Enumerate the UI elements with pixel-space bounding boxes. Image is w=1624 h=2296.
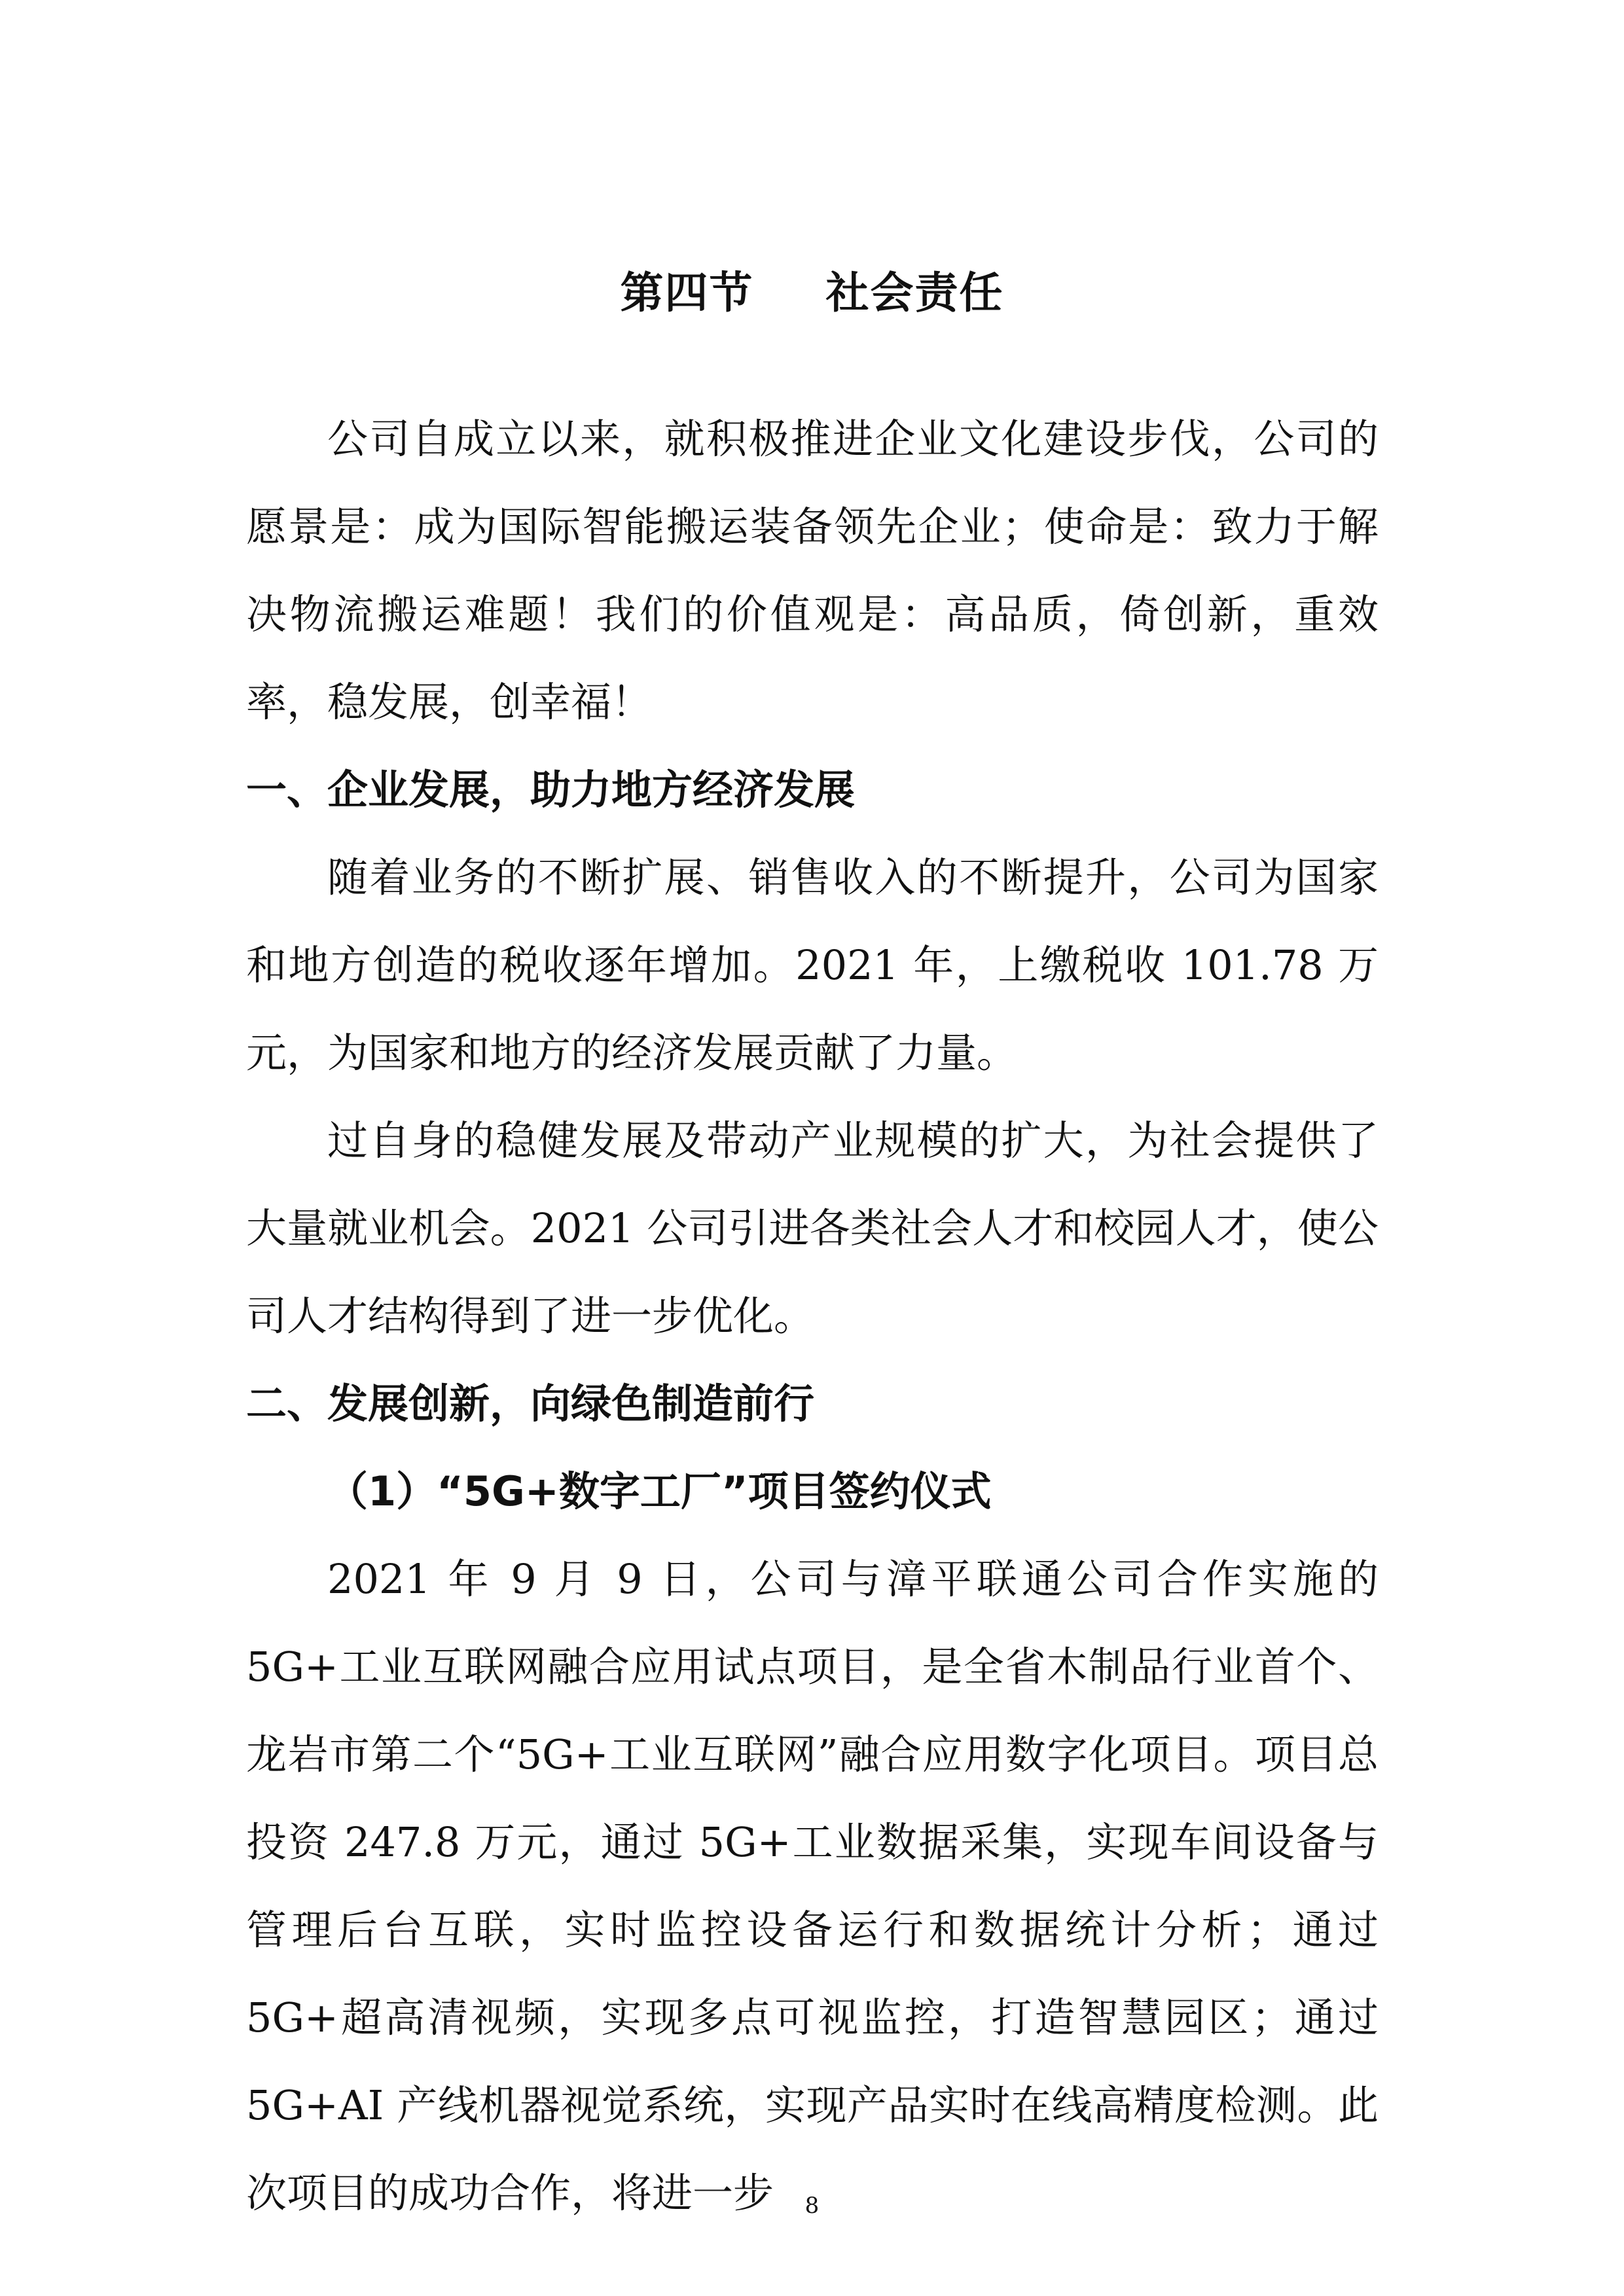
- document-body: [246, 395, 1379, 2237]
- title-section-name: 社会责任: [825, 268, 1004, 318]
- title-section-number: 第四节: [620, 268, 754, 318]
- page-title: [0, 262, 1624, 325]
- section-heading-1: 一、企业发展，助力地方经济发展: [246, 766, 856, 814]
- section1-paragraph: 随着业务的不断扩展、销售收入的不断提升，公司为国家和地方创造的税收逐年增加。2021 年，上缴税收 101.78 万元，为国家和地方的经济发展贡献了力量。: [246, 853, 1379, 1077]
- section2-subheading: （1）“5G+数字工厂”项目签约仪式: [327, 1467, 992, 1515]
- section1-paragraph: 过自身的稳健发展及带动产业规模的扩大，为社会提供了大量就业机会。2021 公司引进各类社会人才和校园人才，使公司人才结构得到了进一步优化。: [246, 1117, 1379, 1340]
- page-number: 8: [804, 2193, 820, 2219]
- section2-paragraph: 2021 年 9 月 9 日，公司与漳平联通公司合作实施的 5G+工业互联网融合应用试点项目，是全省木制品行业首个、龙岩市第二个“5G+工业互联网”融合应用数字化项目。项目总投资 247.8 万元，通过 5G+工业数据采集，实现车间设备与管理后台互联，实时监控设备运行和数据统计分析；通过 5G+超高清视频，实现多点可视监控，打造智慧园区；通过 5G+AI 产线机器视觉系统，实现产品实时在线高精度检测。此次项目的成功合作，将进一步: [246, 1555, 1379, 2217]
- section-heading-2: 二、发展创新，向绿色制造前行: [246, 1380, 815, 1427]
- intro-paragraph: 公司自成立以来，就积极推进企业文化建设步伐，公司的愿景是：成为国际智能搬运装备领先企业；使命是：致力于解决物流搬运难题！我们的价值观是：高品质，倚创新，重效率，稳发展，创幸福！: [246, 415, 1379, 726]
